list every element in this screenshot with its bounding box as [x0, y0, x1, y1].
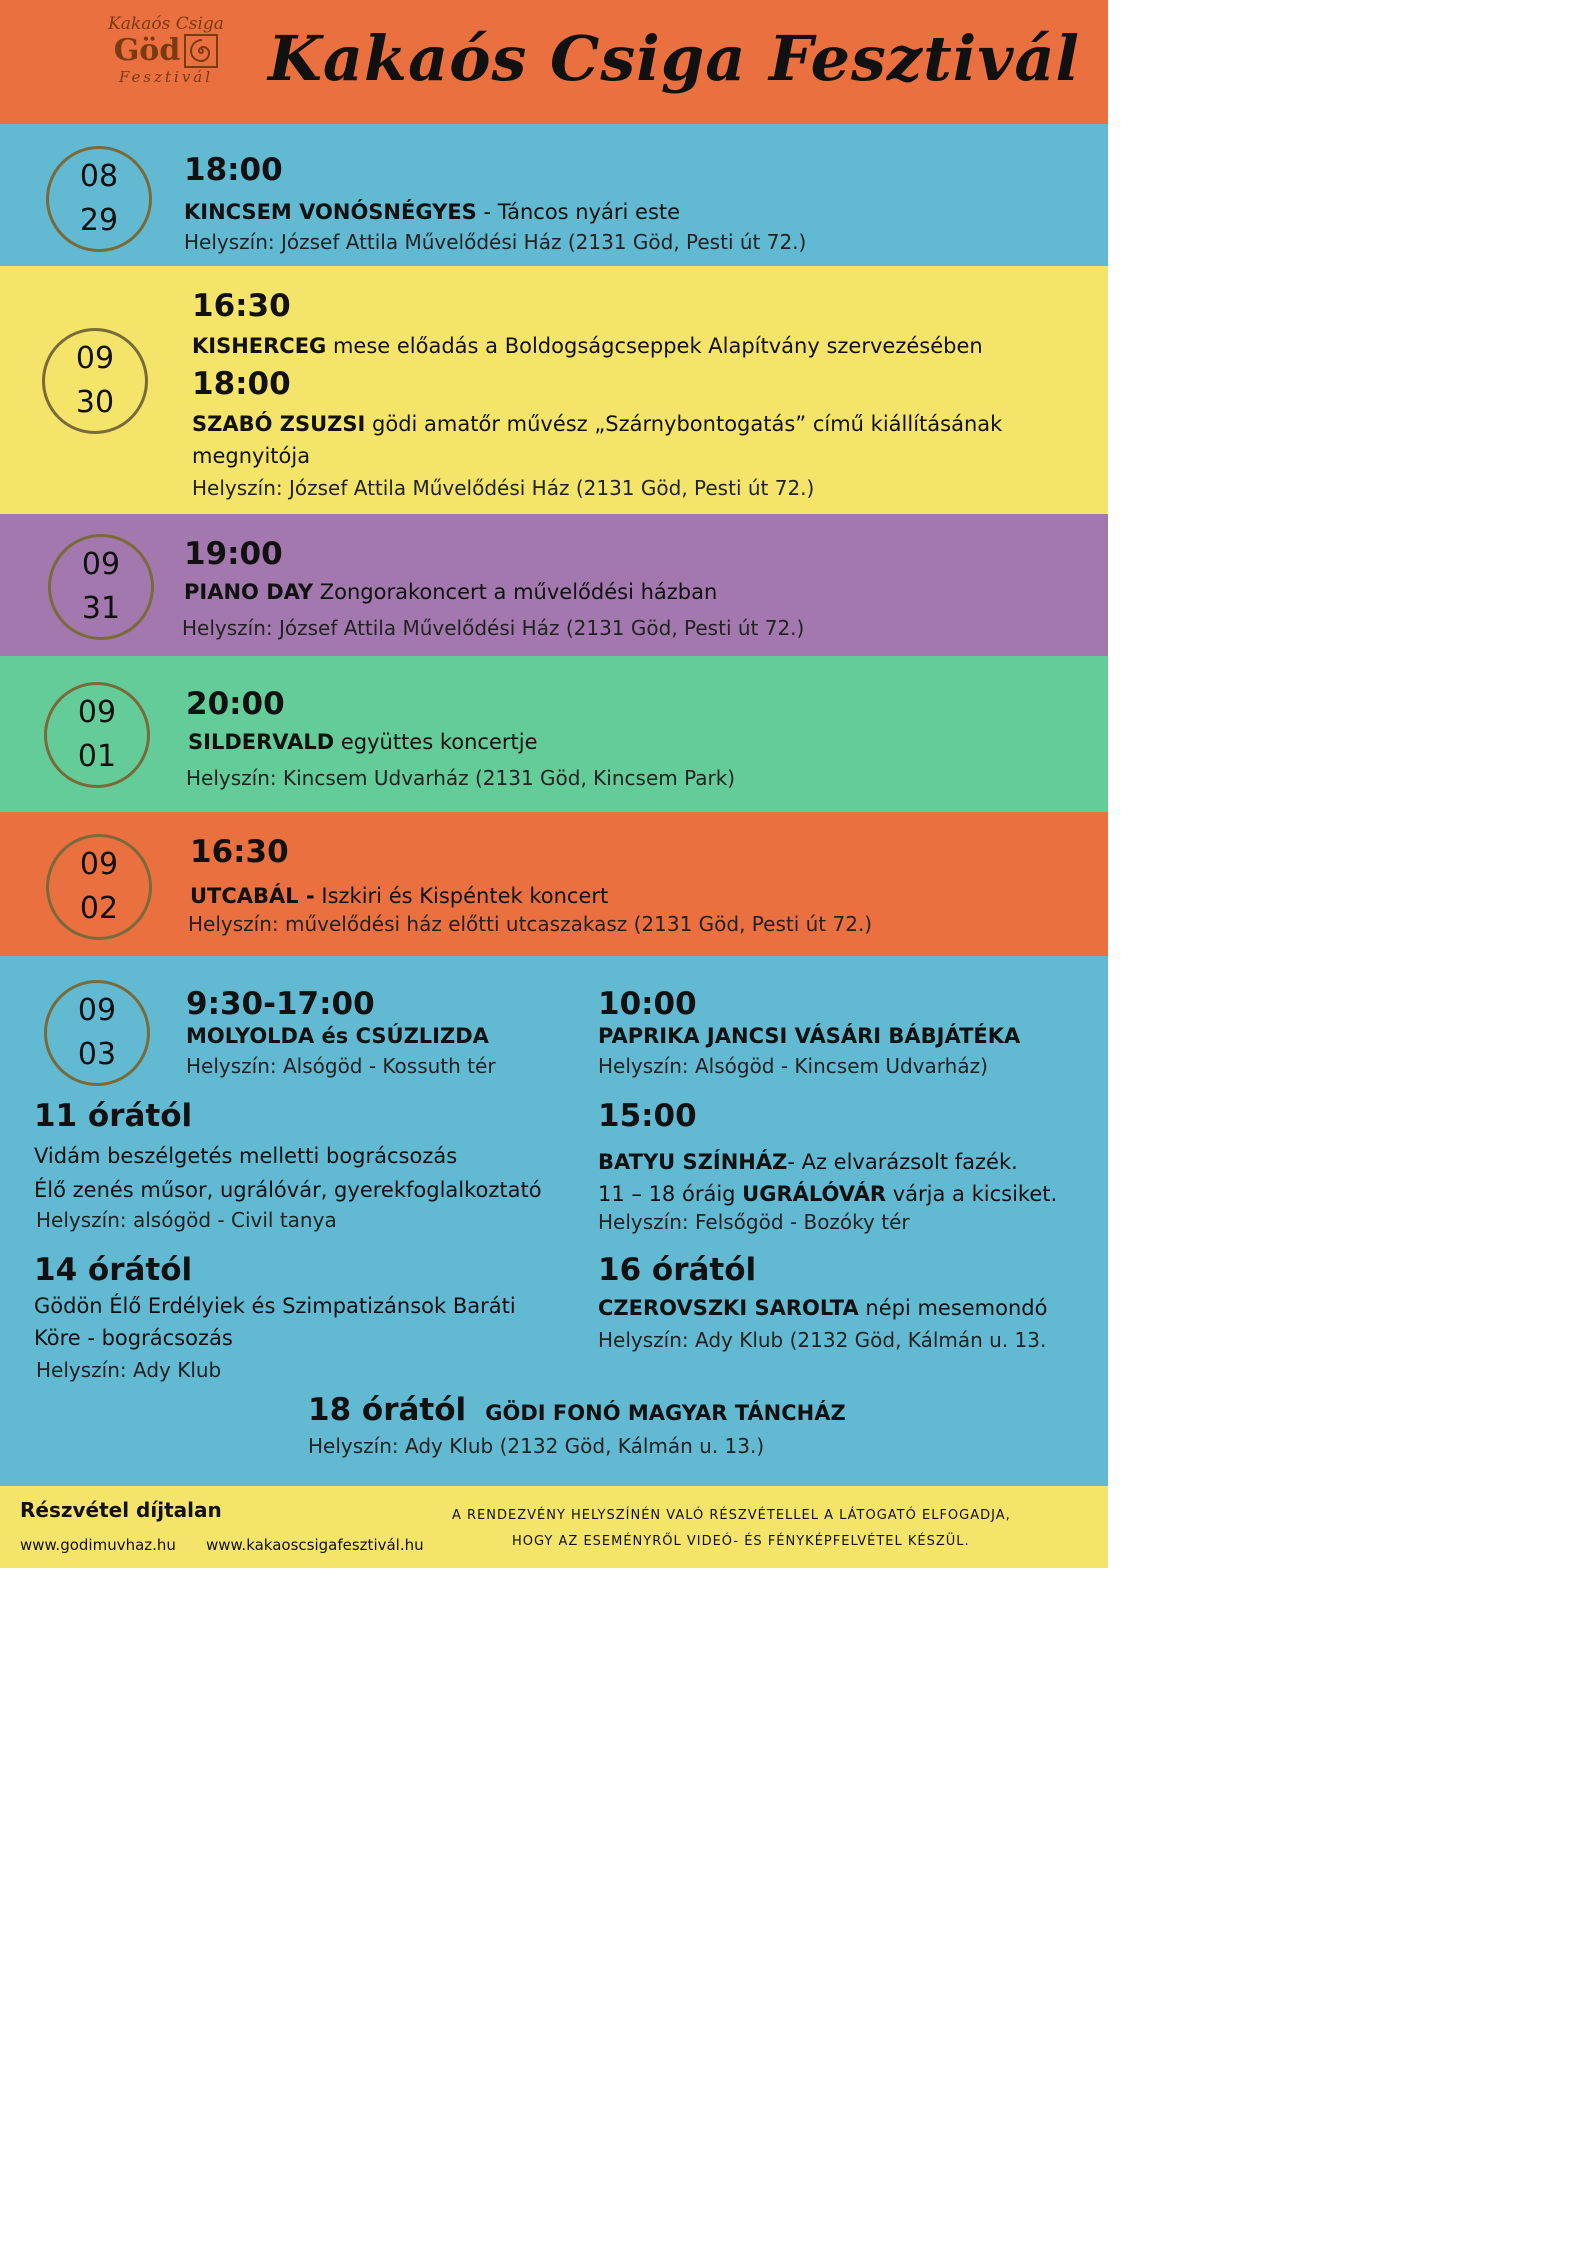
footer-band	[0, 1486, 1108, 1568]
date-circle	[42, 328, 148, 434]
event-description: Gödön Élő Erdélyiek és Szimpatizánsok Baráti	[34, 1294, 516, 1318]
event-title: SZABÓ ZSUZSI gödi amatőr művész „Szárnybontogatás” című kiállításának	[192, 412, 1003, 436]
date-month: 09	[75, 341, 115, 376]
event-location: Helyszín: Ady Klub (2132 Göd, Kálmán u. 13.)	[308, 1434, 765, 1458]
date-circle	[48, 534, 154, 640]
event-time: 18 órától	[308, 1392, 467, 1428]
day-band-0930	[0, 266, 1108, 514]
event-title: KISHERCEG mese előadás a Boldogságcseppek Alapítvány szervezésében	[192, 334, 983, 358]
spiral-icon	[184, 34, 218, 68]
date-day: 01	[77, 739, 117, 774]
event-title: MOLYOLDA és CSÚZLIZDA	[186, 1024, 489, 1048]
notice-line-2: HOGY AZ ESEMÉNYRŐL VIDEÓ- ÉS FÉNYKÉPFELVÉTEL KÉSZÜL.	[512, 1534, 970, 1549]
event-location: Helyszín: Ady Klub (2132 Göd, Kálmán u. 13.	[598, 1328, 1047, 1352]
event-description: Élő zenés műsor, ugrálóvár, gyerekfoglalkoztató	[34, 1178, 542, 1202]
event-location: Helyszín: József Attila Művelődési Ház (2131 Göd, Pesti út 72.)	[184, 230, 807, 254]
day-band-0902	[0, 812, 1108, 956]
date-circle	[44, 682, 150, 788]
event-time: 15:00	[598, 1098, 697, 1134]
date-circle	[46, 834, 152, 940]
date-day: 30	[75, 385, 115, 420]
event-location: Helyszín: József Attila Művelődési Ház (2131 Göd, Pesti út 72.)	[192, 476, 815, 500]
free-entry: Részvétel díjtalan	[20, 1498, 222, 1522]
day-band-0829	[0, 124, 1108, 266]
event-description: Köre - bográcsozás	[34, 1326, 233, 1350]
date-month: 09	[77, 993, 117, 1028]
event-time: 16:30	[192, 288, 291, 324]
event-description: Vidám beszélgetés melletti bográcsozás	[34, 1144, 458, 1168]
event-location: Helyszín: Alsógöd - Kossuth tér	[186, 1054, 496, 1078]
logo-line3: Fesztivál	[118, 68, 214, 86]
festival-logo	[106, 14, 226, 110]
event-time: 18:00	[184, 152, 283, 188]
date-month: 09	[81, 547, 121, 582]
date-circle	[44, 980, 150, 1086]
day-band-0901	[0, 656, 1108, 812]
event-location: Helyszín: Kincsem Udvarház (2131 Göd, Kincsem Park)	[186, 766, 736, 790]
date-day: 03	[77, 1037, 117, 1072]
date-month: 08	[79, 159, 119, 194]
event-title: CZEROVSZKI SAROLTA népi mesemondó	[598, 1296, 1048, 1320]
website-link-1[interactable]: www.godimuvhaz.hu	[20, 1536, 176, 1554]
event-time: 18:00	[192, 366, 291, 402]
event-time: 10:00	[598, 986, 697, 1022]
event-location: Helyszín: Felsőgöd - Bozóky tér	[598, 1210, 910, 1234]
date-month: 09	[79, 847, 119, 882]
logo-line2: Göd	[113, 33, 181, 68]
event-title: GÖDI FONÓ MAGYAR TÁNCHÁZ	[485, 1401, 846, 1425]
event-time: 16:30	[190, 834, 289, 870]
date-day: 29	[79, 203, 119, 238]
logo-line1: Kakaós Csiga	[108, 14, 224, 34]
event-time: 16 órától	[598, 1252, 757, 1288]
day-band-0903	[0, 956, 1108, 1486]
notice-line-1: A RENDEZVÉNY HELYSZÍNÉN VALÓ RÉSZVÉTELLEL A LÁTOGATÓ ELFOGADJA,	[452, 1508, 1011, 1523]
day-band-0931	[0, 514, 1108, 656]
event-title: PAPRIKA JANCSI VÁSÁRI BÁBJÁTÉKA	[598, 1024, 1021, 1048]
date-day: 02	[79, 891, 119, 926]
event-title: PIANO DAY Zongorakoncert a művelődési házban	[184, 580, 718, 604]
event-title: KINCSEM VONÓSNÉGYES - Táncos nyári este	[184, 200, 681, 224]
event-time: 11 órától	[34, 1098, 193, 1134]
website-link-2[interactable]: www.kakaoscsigafesztivál.hu	[206, 1536, 424, 1554]
event-time: 14 órától	[34, 1252, 193, 1288]
event-location: Helyszín: Alsógöd - Kincsem Udvarház)	[598, 1054, 988, 1078]
event-location: Helyszín: művelődési ház előtti utcaszakasz (2131 Göd, Pesti út 72.)	[188, 912, 873, 936]
date-month: 09	[77, 695, 117, 730]
page-title: Kakaós Csiga Fesztivál	[268, 22, 1081, 95]
header-band	[0, 0, 1108, 124]
event-title-cont: megnyitója	[192, 444, 311, 468]
event-time: 9:30-17:00	[186, 986, 375, 1022]
event-time: 19:00	[184, 536, 283, 572]
event-title: 11 – 18 óráig UGRÁLÓVÁR várja a kicsiket.	[598, 1182, 1058, 1206]
event-title-line	[308, 1392, 846, 1428]
event-title: BATYU SZÍNHÁZ- Az elvarázsolt fazék.	[598, 1150, 1018, 1174]
event-location: Helyszín: alsógöd - Civil tanya	[36, 1208, 337, 1232]
event-location: Helyszín: Ady Klub	[36, 1358, 222, 1382]
date-day: 31	[81, 591, 121, 626]
event-location: Helyszín: József Attila Művelődési Ház (2131 Göd, Pesti út 72.)	[182, 616, 805, 640]
event-title: SILDERVALD együttes koncertje	[188, 730, 538, 754]
event-time: 20:00	[186, 686, 285, 722]
event-title: UTCABÁL - Iszkiri és Kispéntek koncert	[190, 884, 609, 908]
date-circle	[46, 146, 152, 252]
